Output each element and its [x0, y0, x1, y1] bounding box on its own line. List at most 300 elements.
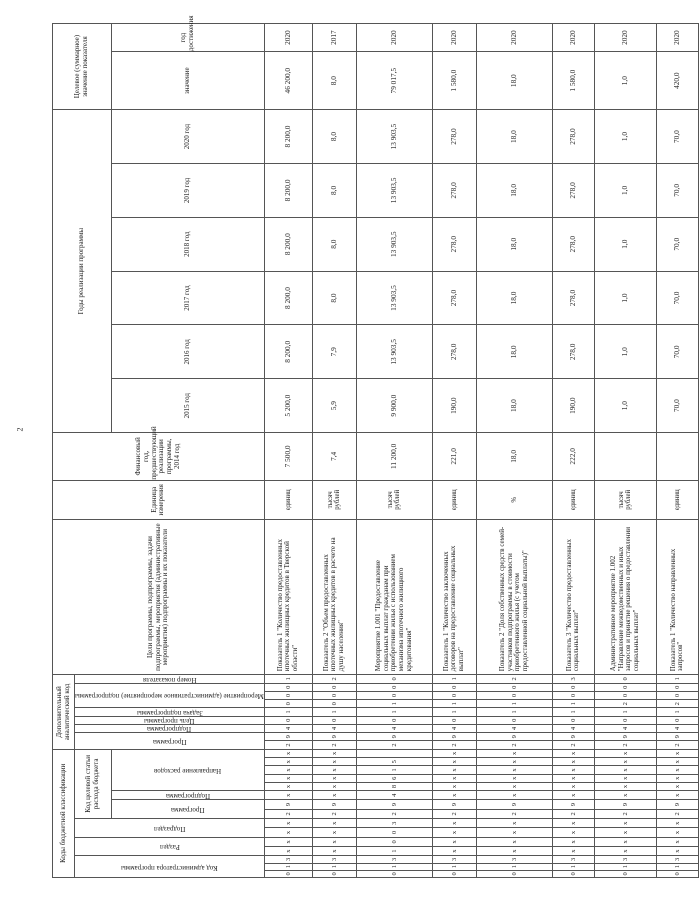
unit-cell: тысяч рублей [356, 480, 432, 519]
unit-cell: единиц [432, 480, 476, 519]
additional-code-digit: 4 [656, 724, 698, 732]
year-value: 1,0 [594, 325, 656, 379]
additional-code-digit: 4 [594, 724, 656, 732]
additional-code-digit: 9 [594, 733, 656, 741]
target-value: 1 580,0 [552, 52, 594, 110]
admin-code-digit: 3 [656, 856, 698, 863]
admin-code-digit: 1 [476, 863, 552, 870]
target-year: 2020 [432, 24, 476, 52]
subsection-digit: x [432, 828, 476, 837]
direction-code-header: Направление расходов [154, 766, 222, 775]
target-value: 1,0 [594, 52, 656, 110]
year-value: 190,0 [432, 379, 476, 433]
fin-year-value [656, 433, 698, 481]
admin-code-digit: 3 [356, 856, 432, 863]
direction-digit: x [656, 774, 698, 782]
admin-code-digit: 0 [594, 870, 656, 877]
additional-code-digit: 4 [552, 724, 594, 732]
subsection-digit: x [476, 828, 552, 837]
direction-digit: x [656, 749, 698, 757]
additional-code-digit: 0 [312, 691, 356, 699]
section-digit: x [594, 837, 656, 846]
d-measure-header: Мероприятие (административное мероприятие) подпрограммы [75, 692, 264, 701]
additional-code-digit: 4 [312, 724, 356, 732]
subprogram-digit: x [264, 791, 312, 800]
year-value: 8 200,0 [264, 110, 312, 164]
admin-code-digit: 1 [594, 863, 656, 870]
year-value: 13 903,5 [356, 110, 432, 164]
year-value: 278,0 [552, 217, 594, 271]
additional-code-digit: 1 [432, 708, 476, 716]
year-value: 18,0 [476, 110, 552, 164]
additional-code-digit: 0 [432, 691, 476, 699]
subsection-digit: x [656, 828, 698, 837]
year-value: 70,0 [656, 325, 698, 379]
target-value: 46 200,0 [264, 52, 312, 110]
additional-code-digit: 0 [656, 691, 698, 699]
additional-code-digit: 1 [264, 708, 312, 716]
additional-code-digit: 1 [432, 675, 476, 683]
section-digit: 1 [356, 846, 432, 855]
direction-digit: x [264, 758, 312, 766]
fin-year-value: 7,4 [312, 433, 356, 481]
year-value: 278,0 [432, 325, 476, 379]
direction-digit: x [432, 766, 476, 774]
year-2015-header: 2015 год [111, 379, 264, 433]
table-row [656, 24, 698, 878]
year-value: 8,0 [312, 164, 356, 218]
program-digit: 2 [552, 809, 594, 818]
additional-code-digit: 0 [656, 683, 698, 691]
table-body [264, 24, 698, 878]
additional-code-digit: 4 [356, 724, 432, 732]
year-value: 13 903,5 [356, 271, 432, 325]
year-value: 5,9 [312, 379, 356, 433]
indicator-description: Административное мероприятие 1.002 "Направление межведомственных и иных запросов и принятие решения о предоставлении социальных выплат" [594, 519, 656, 674]
additional-code-digit: 0 [432, 683, 476, 691]
year-value: 9 900,0 [356, 379, 432, 433]
unit-header: Единица измерения [53, 480, 265, 519]
additional-code-digit: 2 [476, 675, 552, 683]
direction-digit: x [594, 774, 656, 782]
direction-digit: x [594, 766, 656, 774]
direction-digit: x [552, 749, 594, 757]
additional-code-digit: 2 [356, 741, 432, 749]
additional-code-digit: 0 [656, 716, 698, 724]
table-row [432, 24, 476, 878]
budget-codes-header: Коды бюджетной классификации [53, 749, 75, 877]
additional-code-digit: 0 [594, 716, 656, 724]
direction-digit: x [594, 758, 656, 766]
target-year: 2020 [594, 24, 656, 52]
additional-code-digit: 2 [264, 741, 312, 749]
direction-digit: x [476, 782, 552, 790]
direction-digit: x [552, 758, 594, 766]
year-value: 18,0 [476, 217, 552, 271]
section-digit: x [264, 846, 312, 855]
additional-code-digit: 0 [476, 716, 552, 724]
additional-code-digit: 1 [312, 708, 356, 716]
year-value: 278,0 [552, 271, 594, 325]
year-value: 70,0 [656, 217, 698, 271]
direction-digit: x [656, 758, 698, 766]
direction-digit: x [312, 766, 356, 774]
year-2018-header: 2018 год [111, 217, 264, 271]
section-header: Раздел [159, 843, 180, 852]
additional-code-digit: 1 [476, 708, 552, 716]
year-value: 278,0 [552, 110, 594, 164]
program-digit: 2 [356, 809, 432, 818]
subsection-digit: x [312, 828, 356, 837]
additional-code-digit: 2 [594, 741, 656, 749]
additional-code-digit: 2 [432, 741, 476, 749]
year-value: 18,0 [476, 164, 552, 218]
year-value: 7,9 [312, 325, 356, 379]
indicator-description: Показатель 1 "Количество направленных запросов" [656, 519, 698, 674]
subsection-digit: x [264, 819, 312, 828]
additional-code-digit: 1 [594, 708, 656, 716]
direction-digit: 8 [356, 782, 432, 790]
unit-cell: % [476, 480, 552, 519]
section-digit: x [656, 837, 698, 846]
additional-code-digit: 1 [476, 700, 552, 708]
additional-code-digit: 1 [552, 708, 594, 716]
direction-digit: x [552, 782, 594, 790]
additional-code-digit: 9 [264, 733, 312, 741]
year-2017-header: 2017 год [111, 271, 264, 325]
year-value: 8,0 [312, 217, 356, 271]
d-program-header: Программа [152, 737, 187, 746]
program-digit: 9 [476, 800, 552, 809]
target-year: 2020 [552, 24, 594, 52]
page-number: 2 [15, 427, 25, 432]
direction-digit: 5 [356, 758, 432, 766]
direction-digit: x [264, 782, 312, 790]
section-digit: x [552, 846, 594, 855]
admin-code-digit: 0 [552, 870, 594, 877]
additional-code-header: Дополнительный аналитический код [53, 675, 75, 749]
description-header: Цели программы, подпрограммы, задачи подпрограммы, мероприятия (административные мероприятия) подпрограммы и их показатели [53, 519, 265, 674]
admin-code-digit: 0 [656, 870, 698, 877]
subsection-digit: x [594, 819, 656, 828]
additional-code-digit: 1 [356, 700, 432, 708]
fin-year-value: 18,0 [476, 433, 552, 481]
direction-digit: x [312, 758, 356, 766]
year-2020-header: 2020 год [111, 110, 264, 164]
section-digit: x [476, 837, 552, 846]
admin-code-digit: 3 [476, 856, 552, 863]
direction-digit: 6 [356, 774, 432, 782]
d-indicator-header: Номер показателя [142, 675, 197, 684]
admin-code-digit: 3 [552, 856, 594, 863]
target-year-header: год достижения [111, 24, 264, 52]
indicator-description: Показатель 2 "Объем предоставленных ипотечных жилищных кредитов в расчете на душу населения" [312, 519, 356, 674]
subprogram-digit: x [594, 791, 656, 800]
additional-code-digit: 0 [356, 716, 432, 724]
admin-code-digit: 1 [552, 863, 594, 870]
additional-code-digit: 0 [264, 691, 312, 699]
direction-digit: x [594, 749, 656, 757]
direction-digit: x [476, 774, 552, 782]
subprogram-digit: x [552, 791, 594, 800]
program-digit: 9 [312, 800, 356, 809]
direction-digit: x [264, 749, 312, 757]
admin-code-digit: 1 [264, 863, 312, 870]
year-value: 18,0 [476, 379, 552, 433]
d-goal-header: Цель программы [144, 716, 195, 725]
admin-code-digit: 1 [312, 863, 356, 870]
admin-code-digit: 0 [432, 870, 476, 877]
additional-code-digit: 0 [476, 691, 552, 699]
table-row [552, 24, 594, 878]
unit-cell: единиц [552, 480, 594, 519]
table-row [476, 24, 552, 878]
admin-code-digit: 3 [312, 856, 356, 863]
target-year: 2017 [312, 24, 356, 52]
additional-code-digit: 1 [264, 675, 312, 683]
indicator-description: Показатель 1 "Количество предоставленных ипотечных жилищных кредитов в Тверской области" [264, 519, 312, 674]
direction-digit: x [432, 758, 476, 766]
direction-digit: x [552, 766, 594, 774]
additional-code-digit: 1 [432, 700, 476, 708]
additional-code-digit: 9 [476, 733, 552, 741]
rotated-table-sheet [52, 15, 685, 878]
year-value: 8,0 [312, 271, 356, 325]
subsection-digit: x [264, 828, 312, 837]
year-value: 278,0 [552, 164, 594, 218]
direction-digit: x [264, 766, 312, 774]
year-value: 1,0 [594, 164, 656, 218]
subsection-digit: 0 [356, 828, 432, 837]
direction-digit: x [476, 758, 552, 766]
year-value: 1,0 [594, 379, 656, 433]
additional-code-digit: 4 [264, 724, 312, 732]
direction-digit: x [476, 766, 552, 774]
section-digit: x [312, 837, 356, 846]
subprogram-digit: 4 [356, 791, 432, 800]
year-value: 190,0 [552, 379, 594, 433]
additional-code-digit: 3 [552, 675, 594, 683]
year-value: 13 903,5 [356, 217, 432, 271]
program-digit: 2 [656, 809, 698, 818]
additional-code-digit: 0 [356, 691, 432, 699]
year-value: 8 200,0 [264, 217, 312, 271]
target-value-header: значение [111, 52, 264, 110]
target-value: 420,0 [656, 52, 698, 110]
additional-code-digit: 0 [356, 683, 432, 691]
subsection-digit: x [312, 819, 356, 828]
target-value: 1 580,0 [432, 52, 476, 110]
year-value: 278,0 [552, 325, 594, 379]
additional-code-digit: 2 [312, 741, 356, 749]
section-digit: x [312, 846, 356, 855]
program-digit: 2 [312, 809, 356, 818]
additional-code-digit: 2 [656, 700, 698, 708]
additional-code-digit: 9 [552, 733, 594, 741]
fin-year-header: Финансовый год, предшествующий реализации программы, 2014 год [53, 433, 265, 481]
direction-digit: x [264, 774, 312, 782]
admin-code-digit: 0 [476, 870, 552, 877]
year-value: 278,0 [432, 164, 476, 218]
direction-digit: x [656, 782, 698, 790]
program-digit: 9 [356, 800, 432, 809]
additional-code-digit: 2 [476, 741, 552, 749]
additional-code-digit: 1 [356, 708, 432, 716]
section-digit: x [552, 837, 594, 846]
additional-code-digit: 0 [312, 716, 356, 724]
program-digit: 9 [656, 800, 698, 809]
additional-code-digit: 0 [312, 700, 356, 708]
direction-digit: x [432, 749, 476, 757]
d-subprogram-header: Подпрограмма [147, 725, 192, 734]
direction-digit: x [432, 782, 476, 790]
subsection-digit: x [656, 819, 698, 828]
subprogram-digit: x [656, 791, 698, 800]
fin-year-value [594, 433, 656, 481]
section-digit: x [476, 846, 552, 855]
table-row [312, 24, 356, 878]
additional-code-digit: 4 [432, 724, 476, 732]
additional-code-digit: 2 [312, 675, 356, 683]
additional-code-digit: 9 [356, 733, 432, 741]
subprogram-code-header: Подпрограмма [165, 792, 210, 801]
direction-digit: x [432, 774, 476, 782]
direction-digit: x [656, 766, 698, 774]
additional-code-digit: 0 [552, 683, 594, 691]
year-value: 70,0 [656, 379, 698, 433]
years-group-header: Годы реализации программы [53, 110, 112, 433]
table-row [356, 24, 432, 878]
program-digit: 9 [432, 800, 476, 809]
year-value: 8 200,0 [264, 271, 312, 325]
indicator-description: Показатель 2 "Доля собственных средств семей-участников подпрограммы в стоимости приобретенного жилья (с учетом предоставленной социальной выплаты)" [476, 519, 552, 674]
subsection-digit: x [594, 828, 656, 837]
subprogram-digit: x [476, 791, 552, 800]
indicator-description: Показатель 1 "Количество заключенных договоров на предоставление социальных выплат" [432, 519, 476, 674]
unit-cell: единиц [656, 480, 698, 519]
year-2016-header: 2016 год [111, 325, 264, 379]
year-value: 70,0 [656, 110, 698, 164]
subsection-digit: x [476, 819, 552, 828]
target-year: 2020 [656, 24, 698, 52]
additional-code-digit: 2 [594, 700, 656, 708]
additional-code-digit: 2 [552, 741, 594, 749]
program-digit: 2 [594, 809, 656, 818]
year-value: 5 200,0 [264, 379, 312, 433]
subprogram-digit: x [312, 791, 356, 800]
subsection-digit: x [552, 819, 594, 828]
fin-year-value: 222,0 [552, 433, 594, 481]
direction-digit: x [594, 782, 656, 790]
additional-code-digit: 0 [312, 683, 356, 691]
subsection-digit: 3 [356, 819, 432, 828]
year-value: 8,0 [312, 110, 356, 164]
direction-digit: x [312, 749, 356, 757]
admin-code-header: Код администратора программы [121, 863, 218, 872]
additional-code-digit: 9 [656, 733, 698, 741]
target-value: 79 017,5 [356, 52, 432, 110]
year-value: 278,0 [432, 110, 476, 164]
additional-code-digit: 0 [264, 683, 312, 691]
additional-code-digit: 0 [476, 683, 552, 691]
additional-code-digit: 1 [552, 700, 594, 708]
additional-code-digit: 1 [656, 675, 698, 683]
target-article-header: Код целевой статьи расхода бюджета [75, 749, 112, 818]
program-digit: 2 [476, 809, 552, 818]
additional-code-digit: 0 [264, 700, 312, 708]
table-row [594, 24, 656, 878]
program-digit: 2 [432, 809, 476, 818]
additional-code-digit: 0 [264, 716, 312, 724]
unit-cell: тысяч рублей [312, 480, 356, 519]
year-value: 70,0 [656, 271, 698, 325]
section-digit: x [594, 846, 656, 855]
program-indicators-table [52, 15, 699, 878]
direction-digit: x [312, 782, 356, 790]
direction-digit: x [476, 749, 552, 757]
unit-cell: единиц [264, 480, 312, 519]
additional-code-digit: 0 [552, 691, 594, 699]
subsection-digit: x [432, 819, 476, 828]
year-value: 18,0 [476, 271, 552, 325]
subsection-header: Подраздел [153, 824, 186, 833]
table-row [264, 24, 312, 878]
year-value: 13 903,5 [356, 164, 432, 218]
fin-year-value: 221,0 [432, 433, 476, 481]
year-value: 8 200,0 [264, 325, 312, 379]
fin-year-value: 7 500,0 [264, 433, 312, 481]
year-value: 18,0 [476, 325, 552, 379]
additional-code-digit: 1 [656, 708, 698, 716]
direction-digit [356, 749, 432, 757]
d-task-header: Задача подпрограммы [136, 708, 203, 717]
additional-code-digit: 0 [552, 716, 594, 724]
year-2019-header: 2019 год [111, 164, 264, 218]
direction-digit: x [312, 774, 356, 782]
additional-code-digit: 9 [432, 733, 476, 741]
section-digit: x [432, 837, 476, 846]
admin-code-digit: 3 [264, 856, 312, 863]
additional-code-digit: 2 [656, 741, 698, 749]
additional-code-digit: 0 [594, 691, 656, 699]
year-value: 70,0 [656, 164, 698, 218]
direction-digit: x [552, 774, 594, 782]
indicator-description: Мероприятие 1.001 "Предоставление социальных выплат гражданам при приобретении жилья с использованием механизма ипотечного жилищного кредитования" [356, 519, 432, 674]
subprogram-digit: x [432, 791, 476, 800]
year-value: 8 200,0 [264, 164, 312, 218]
program-digit: 2 [264, 809, 312, 818]
section-digit: x [432, 846, 476, 855]
admin-code-digit: 0 [312, 870, 356, 877]
target-year: 2020 [356, 24, 432, 52]
year-value: 1,0 [594, 110, 656, 164]
target-year: 2020 [476, 24, 552, 52]
additional-code-digit: 0 [594, 675, 656, 683]
target-value: 8,0 [312, 52, 356, 110]
additional-code-digit: 0 [594, 683, 656, 691]
section-digit: x [656, 846, 698, 855]
year-value: 278,0 [432, 271, 476, 325]
indicator-description: Показатель 3 "Количество предоставленных социальных выплат" [552, 519, 594, 674]
additional-code-digit: 4 [476, 724, 552, 732]
program-code-header: Программа [171, 806, 205, 815]
fin-year-value: 11 200,0 [356, 433, 432, 481]
admin-code-digit: 0 [356, 870, 432, 877]
admin-code-digit: 0 [264, 870, 312, 877]
additional-code-digit: 0 [356, 675, 432, 683]
target-year: 2020 [264, 24, 312, 52]
admin-code-digit: 1 [656, 863, 698, 870]
